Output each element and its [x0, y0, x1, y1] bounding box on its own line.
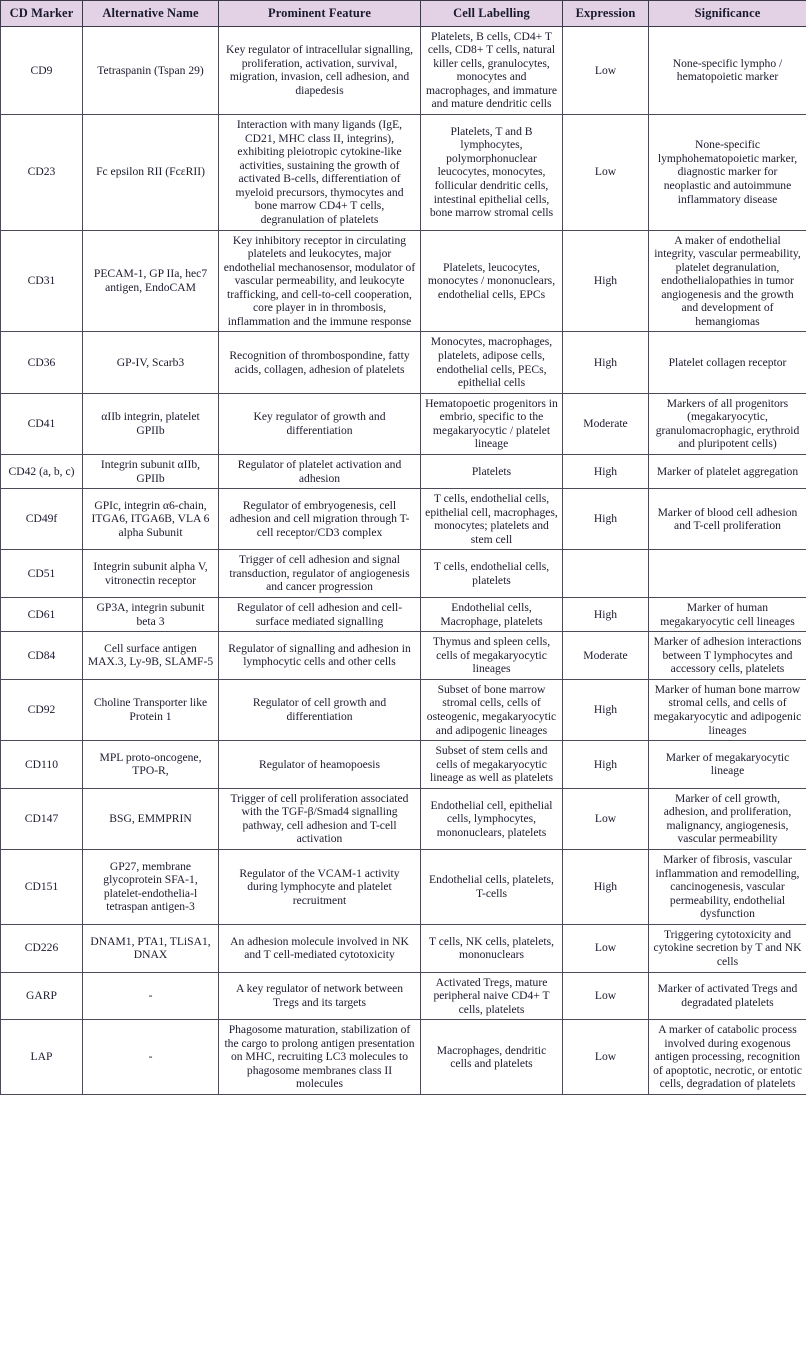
cell-cell-labelling: Endothelial cell, epithelial cells, lymphocytes, mononuclears, platelets [421, 788, 563, 849]
cell-prominent-feature: An adhesion molecule involved in NK and T cell-mediated cytotoxicity [219, 924, 421, 972]
table-row [1, 26, 806, 114]
cell-cell-labelling: Platelets, B cells, CD4+ T cells, CD8+ T cells, natural killer cells, granulocytes, monocytes and macrophages, and immature and mature dendritic cells [421, 26, 563, 114]
cell-alternative-name: MPL proto-oncogene, TPO-R, [83, 741, 219, 789]
cell-expression: High [563, 454, 649, 488]
cell-expression: Low [563, 26, 649, 114]
cell-cd-marker: CD84 [1, 632, 83, 680]
cell-expression: High [563, 741, 649, 789]
cell-cd-marker: CD49f [1, 489, 83, 550]
table-row [1, 788, 806, 849]
cell-significance: Marker of megakaryocytic lineage [649, 741, 806, 789]
cell-prominent-feature: Regulator of platelet activation and adhesion [219, 454, 421, 488]
cell-cd-marker: CD51 [1, 550, 83, 598]
cell-prominent-feature: Regulator of embryogenesis, cell adhesion and cell migration through T-cell receptor/CD3 complex [219, 489, 421, 550]
cell-cell-labelling: Platelets, T and B lymphocytes, polymorphonuclear leucocytes, monocytes, follicular dendritic cells, intestinal epithelial cells, bone marrow stromal cells [421, 115, 563, 231]
cell-cd-marker: CD92 [1, 679, 83, 740]
cell-expression: High [563, 489, 649, 550]
cell-prominent-feature: Trigger of cell proliferation associated with the TGF-β/Smad4 signalling pathway, cell adhesion and T-cell activation [219, 788, 421, 849]
cell-cell-labelling: Thymus and spleen cells, cells of megakaryocytic lineages [421, 632, 563, 680]
cell-cell-labelling: T cells, NK cells, platelets, mononuclears [421, 924, 563, 972]
cell-significance: Marker of adhesion interactions between T lymphocytes and accessory cells, platelets [649, 632, 806, 680]
column-header-alternative-name: Alternative Name [83, 1, 219, 27]
cell-significance: Marker of platelet aggregation [649, 454, 806, 488]
cell-cell-labelling: Subset of stem cells and cells of megakaryocytic lineage as well as platelets [421, 741, 563, 789]
cell-alternative-name: - [83, 1020, 219, 1095]
cell-expression: Moderate [563, 393, 649, 454]
cell-significance: Triggering cytotoxicity and cytokine secretion by T and NK cells [649, 924, 806, 972]
cell-cd-marker: CD36 [1, 332, 83, 393]
cell-significance: Markers of all progenitors (megakaryocytic, granulomacrophagic, erythroid and pluripotent cells) [649, 393, 806, 454]
table-row [1, 679, 806, 740]
cell-cell-labelling: Activated Tregs, mature peripheral naive CD4+ T cells, platelets [421, 972, 563, 1020]
table-row [1, 489, 806, 550]
cell-significance: Marker of human bone marrow stromal cells, and cells of megakaryocytic and adipogenic lineages [649, 679, 806, 740]
cell-expression: High [563, 850, 649, 925]
cell-alternative-name: GP3A, integrin subunit beta 3 [83, 598, 219, 632]
cell-significance: Marker of blood cell adhesion and T-cell proliferation [649, 489, 806, 550]
cell-alternative-name: Integrin subunit αIIb, GPIIb [83, 454, 219, 488]
cell-prominent-feature: Regulator of the VCAM-1 activity during lymphocyte and platelet recruitment [219, 850, 421, 925]
cell-cell-labelling: Endothelial cells, Macrophage, platelets [421, 598, 563, 632]
cell-significance: Marker of activated Tregs and degradated platelets [649, 972, 806, 1020]
table-header [1, 1, 806, 27]
cell-prominent-feature: Regulator of signalling and adhesion in lymphocytic cells and other cells [219, 632, 421, 680]
table-row [1, 598, 806, 632]
cell-significance: Platelet collagen receptor [649, 332, 806, 393]
cell-expression: High [563, 679, 649, 740]
cell-expression: Moderate [563, 632, 649, 680]
column-header-expression: Expression [563, 1, 649, 27]
cell-expression: Low [563, 924, 649, 972]
cell-significance: Marker of fibrosis, vascular inflammation and remodelling, cancinogenesis, vascular permeability, endothelial dysfunction [649, 850, 806, 925]
cell-alternative-name: Integrin subunit alpha V, vitronectin receptor [83, 550, 219, 598]
header-row [1, 1, 806, 27]
cell-expression: High [563, 332, 649, 393]
table-row [1, 850, 806, 925]
cell-alternative-name: Choline Transporter like Protein 1 [83, 679, 219, 740]
cell-significance: None-specific lympho / hematopoietic marker [649, 26, 806, 114]
cell-cell-labelling: Hematopoetic progenitors in embrio, specific to the megakaryocytic / platelet lineage [421, 393, 563, 454]
cell-prominent-feature: Recognition of thrombospondine, fatty acids, collagen, adhesion of platelets [219, 332, 421, 393]
table-row [1, 924, 806, 972]
cell-expression: Low [563, 1020, 649, 1095]
cell-prominent-feature: Regulator of heamopoesis [219, 741, 421, 789]
cell-cd-marker: CD151 [1, 850, 83, 925]
cell-cd-marker: CD147 [1, 788, 83, 849]
table-body [1, 26, 806, 1094]
cell-alternative-name: GP27, membrane glycoprotein SFA-1, platelet-endothelia-l tetraspan antigen-3 [83, 850, 219, 925]
cell-significance: A maker of endothelial integrity, vascular permeability, platelet degranulation, endothelialopathies in tumor angiogenesis and the growth and development of hemangiomas [649, 230, 806, 332]
table-row [1, 632, 806, 680]
cell-prominent-feature: Key regulator of growth and differentiation [219, 393, 421, 454]
cell-prominent-feature: Key regulator of intracellular signalling, proliferation, activation, survival, migration, invasion, cell adhesion, and diapedesis [219, 26, 421, 114]
cell-alternative-name: BSG, EMMPRIN [83, 788, 219, 849]
cell-cell-labelling: T cells, endothelial cells, epithelial cell, macrophages, monocytes; platelets and stem cell [421, 489, 563, 550]
cell-prominent-feature: Interaction with many ligands (IgE, CD21, MHC class II, integrins), exhibiting pleiotropic cytokine-like activities, sustaining the growth of activated B-cells, differentiation of myeloid precursors, thymocytes and bone marrow CD4+ T cells, degranulation of platelets [219, 115, 421, 231]
cell-cd-marker: CD9 [1, 26, 83, 114]
cell-cell-labelling: Macrophages, dendritic cells and platelets [421, 1020, 563, 1095]
cell-alternative-name: PECAM-1, GP IIa, hec7 antigen, EndoCAM [83, 230, 219, 332]
cell-cell-labelling: Platelets, leucocytes, monocytes / mononuclears, endothelial cells, EPCs [421, 230, 563, 332]
table-row [1, 550, 806, 598]
cell-prominent-feature: A key regulator of network between Tregs and its targets [219, 972, 421, 1020]
column-header-significance: Significance [649, 1, 806, 27]
cell-alternative-name: GPIc, integrin α6-chain, ITGA6, ITGA6B, VLA 6 alpha Subunit [83, 489, 219, 550]
cell-alternative-name: Tetraspanin (Tspan 29) [83, 26, 219, 114]
cell-cd-marker: CD31 [1, 230, 83, 332]
cell-alternative-name: DNAM1, PTA1, TLiSA1, DNAX [83, 924, 219, 972]
cell-expression: High [563, 598, 649, 632]
cell-cd-marker: LAP [1, 1020, 83, 1095]
table-row [1, 454, 806, 488]
cell-significance: Marker of cell growth, adhesion, and proliferation, malignancy, angiogenesis, vascular permeability [649, 788, 806, 849]
column-header-cd-marker: CD Marker [1, 1, 83, 27]
cell-cell-labelling: T cells, endothelial cells, platelets [421, 550, 563, 598]
cell-expression: Low [563, 115, 649, 231]
cell-cell-labelling: Endothelial cells, platelets, T-cells [421, 850, 563, 925]
cell-cd-marker: CD226 [1, 924, 83, 972]
table-row [1, 115, 806, 231]
cell-cd-marker: CD61 [1, 598, 83, 632]
cell-cd-marker: CD41 [1, 393, 83, 454]
cell-prominent-feature: Trigger of cell adhesion and signal transduction, regulator of angiogenesis and cancer progression [219, 550, 421, 598]
cell-prominent-feature: Regulator of cell adhesion and cell-surface mediated signalling [219, 598, 421, 632]
cell-alternative-name: Fc epsilon RII (FcεRII) [83, 115, 219, 231]
cell-alternative-name: Cell surface antigen MAX.3, Ly-9B, SLAMF-5 [83, 632, 219, 680]
cell-alternative-name: - [83, 972, 219, 1020]
cell-alternative-name: GP-IV, Scarb3 [83, 332, 219, 393]
cell-significance [649, 550, 806, 598]
cell-cd-marker: CD23 [1, 115, 83, 231]
cell-cell-labelling: Platelets [421, 454, 563, 488]
cell-expression: Low [563, 972, 649, 1020]
table-row [1, 741, 806, 789]
cell-expression: High [563, 230, 649, 332]
cell-significance: A marker of catabolic process involved during exogenous antigen processing, recognition of apoptotic, necrotic, or entotic cells, degradation of platelets [649, 1020, 806, 1095]
table-row [1, 332, 806, 393]
table-row [1, 230, 806, 332]
cell-cell-labelling: Monocytes, macrophages, platelets, adipose cells, endothelial cells, PECs, epithelial cells [421, 332, 563, 393]
cell-cell-labelling: Subset of bone marrow stromal cells, cells of osteogenic, megakaryocytic and adipogenic lineages [421, 679, 563, 740]
cell-expression: Low [563, 788, 649, 849]
table-row [1, 972, 806, 1020]
cell-alternative-name: αIIb integrin, platelet GPIIb [83, 393, 219, 454]
cell-expression [563, 550, 649, 598]
table-row [1, 1020, 806, 1095]
cell-cd-marker: CD110 [1, 741, 83, 789]
cell-cd-marker: GARP [1, 972, 83, 1020]
cell-significance: None-specific lymphohematopoietic marker, diagnostic marker for neoplastic and autoimmune inflammatory disease [649, 115, 806, 231]
cell-significance: Marker of human megakaryocytic cell lineages [649, 598, 806, 632]
column-header-cell-labelling: Cell Labelling [421, 1, 563, 27]
cell-cd-marker: CD42 (a, b, c) [1, 454, 83, 488]
cell-prominent-feature: Phagosome maturation, stabilization of the cargo to prolong antigen presentation on MHC, recruiting LC3 molecules to phagosome membranes class II molecules [219, 1020, 421, 1095]
cell-prominent-feature: Regulator of cell growth and differentiation [219, 679, 421, 740]
table-row [1, 393, 806, 454]
cell-prominent-feature: Key inhibitory receptor in circulating platelets and leukocytes, major endothelial mechanosensor, modulator of vascular permeability, and leukocyte trafficking, and cell-to-cell cooperation, core player in in thrombosis, inflammation and the immune response [219, 230, 421, 332]
column-header-prominent-feature: Prominent Feature [219, 1, 421, 27]
